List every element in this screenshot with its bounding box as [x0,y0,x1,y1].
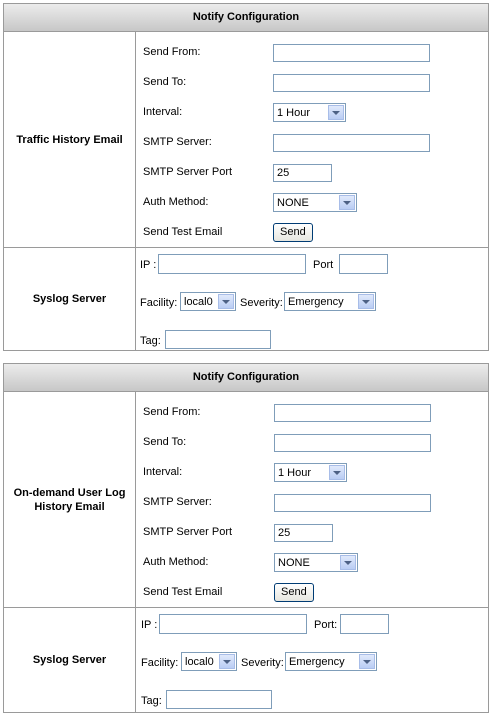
syslog-settings [137,248,488,350]
severity-value: Emergency [289,655,345,668]
syslog-port-input[interactable] [339,254,388,274]
smtp-server-label: SMTP Server: [143,496,212,508]
chevron-down-icon[interactable] [358,294,374,309]
facility-select[interactable] [181,652,237,671]
port-label: Port [313,259,334,271]
send-from-input[interactable] [273,44,430,62]
smtp-server-input[interactable] [274,494,431,512]
send-from-label: Send From: [143,46,201,58]
chevron-down-icon[interactable] [219,654,235,669]
email-section-label: On-demand User Log History Email [4,392,136,607]
send-from-label: Send From: [143,406,201,418]
ip-label: IP : [140,259,157,271]
severity-select[interactable] [285,652,377,671]
syslog-tag-input[interactable] [165,330,271,349]
port-label: Port: [314,619,338,631]
syslog-tag-input[interactable] [166,690,272,709]
send-to-input[interactable] [273,74,430,92]
facility-label: Facility: [140,297,178,309]
ip-label: IP : [141,619,158,631]
chevron-down-icon[interactable] [218,294,234,309]
email-settings [137,32,488,247]
chevron-down-icon[interactable] [340,555,356,570]
syslog-label: Syslog Server [4,608,136,712]
chevron-down-icon[interactable] [328,105,344,120]
chevron-down-icon[interactable] [329,465,345,480]
panel-header: Notify Configuration [4,364,488,392]
smtp-port-input[interactable] [274,524,333,542]
facility-value: local0 [184,295,213,308]
smtp-port-input[interactable] [273,164,332,182]
auth-method-select[interactable] [274,553,358,572]
interval-label: Interval: [143,466,183,478]
auth-method-value: NONE [278,556,310,569]
syslog-label: Syslog Server [4,248,136,350]
email-settings [137,392,488,607]
syslog-settings [137,608,488,712]
interval-label: Interval: [143,106,183,118]
syslog-port-input[interactable] [340,614,389,634]
interval-value: 1 Hour [277,106,311,119]
traffic-email-section [4,32,488,247]
severity-value: Emergency [288,295,344,308]
email-section-label: Traffic History Email [4,32,136,247]
chevron-down-icon[interactable] [339,195,355,210]
send-test-email-button[interactable]: Send [273,223,313,242]
smtp-server-input[interactable] [273,134,430,152]
send-test-email-button[interactable]: Send [274,583,314,602]
auth-method-label: Auth Method: [143,556,209,568]
auth-method-select[interactable] [273,193,357,212]
chevron-down-icon[interactable] [359,654,375,669]
smtp-port-label: SMTP Server Port [143,526,233,538]
auth-method-label: Auth Method: [143,196,209,208]
smtp-server-label: SMTP Server: [143,136,212,148]
tag-label: Tag: [140,335,161,347]
send-to-label: Send To: [143,436,187,448]
notify-config-panel-traffic [3,3,489,351]
interval-select[interactable] [274,463,347,482]
send-to-input[interactable] [274,434,431,452]
syslog-section [4,607,488,712]
send-test-email-label: Send Test Email [143,226,223,238]
severity-label: Severity: [241,657,284,669]
facility-select[interactable] [180,292,236,311]
syslog-section [4,247,488,350]
panel-header: Notify Configuration [4,4,488,32]
smtp-port-label: SMTP Server Port [143,166,233,178]
syslog-ip-input[interactable] [159,614,307,634]
auth-method-value: NONE [277,196,309,209]
severity-select[interactable] [284,292,376,311]
tag-label: Tag: [141,695,162,707]
send-from-input[interactable] [274,404,431,422]
facility-value: local0 [185,655,214,668]
facility-label: Facility: [141,657,179,669]
send-to-label: Send To: [143,76,187,88]
severity-label: Severity: [240,297,283,309]
notify-config-panel-user-log [3,363,489,713]
syslog-ip-input[interactable] [158,254,306,274]
interval-select[interactable] [273,103,346,122]
send-test-email-label: Send Test Email [143,586,223,598]
user-log-email-section [4,392,488,607]
interval-value: 1 Hour [278,466,312,479]
